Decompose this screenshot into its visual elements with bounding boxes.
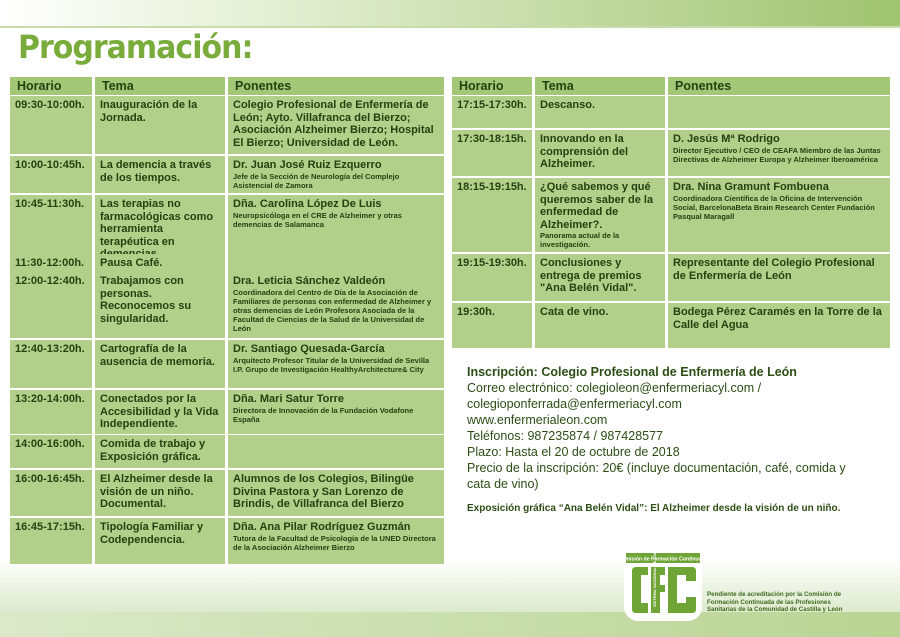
speaker-role: Coordinadora Científica de la Oficina de Intervención Social, BarcelonaBeta Brain Research Center Fundación Pasqual Maragall (673, 193, 875, 221)
time-cell: 12:40-13:20h. (10, 340, 92, 388)
table-row (10, 518, 447, 564)
table-row (452, 130, 890, 176)
speaker-cell (668, 254, 890, 301)
bottom-decorative-band (0, 612, 900, 637)
table-row (10, 390, 447, 433)
speaker-role: Tutora de la Facultad de Psicología de la UNED Directora de la Asociación Alzheimer Bierzo (233, 533, 436, 552)
cfc-logo-graphic (618, 545, 708, 623)
table-row (10, 195, 447, 252)
time-cell: 11:30-12:00h. (10, 254, 92, 273)
accreditation-caption: Pendiente de acreditación por la Comisión de Formación Continuada de las Profesiones Sanitarias de la Comunidad de Castilla y León (707, 591, 843, 613)
speaker-cell (228, 254, 444, 273)
speaker-cell (228, 272, 444, 338)
time-cell: 14:00-16:00h. (10, 435, 92, 468)
speaker-cell (668, 130, 890, 176)
topic-cell: Comida de trabajo y Exposición gráfica. (95, 435, 225, 468)
cfc-logo (618, 545, 708, 623)
topic-cell: Trabajamos con personas. Reconocemos su singularidad. (95, 272, 225, 338)
page-title: Programación: (18, 28, 253, 67)
website: www.enfermerialeon.com (467, 413, 608, 427)
top-decorative-band (0, 0, 900, 26)
speaker-name: Bodega Pérez Caramés en la Torre de la Calle del Agua (673, 306, 882, 331)
topic-cell: Conclusiones y entrega de premios "Ana Belén Vidal". (535, 254, 665, 301)
header-speakers: Ponentes (668, 77, 890, 95)
table-row (10, 156, 447, 193)
time-cell: 09:30-10:00h. (10, 96, 92, 154)
speaker-cell (228, 435, 444, 468)
speaker-role: Coordinadora del Centro de Día de la Asociación de Familiares de personas con enfermedad de Alzheimer y otras demencias de León Profesora Asociada de la Facultad de Ciencias de la Salud de la Universidad de León (233, 287, 432, 333)
time-cell: 12:00-12:40h. (10, 272, 92, 338)
time-cell: 10:45-11:30h. (10, 195, 92, 264)
time-cell: 19:30h. (452, 303, 532, 348)
speaker-cell (228, 340, 444, 388)
time-cell: 16:45-17:15h. (10, 518, 92, 564)
inscription-heading: Inscripción: Colegio Profesional de Enfermería de León (467, 365, 797, 379)
table-row (10, 470, 447, 516)
speaker-cell (228, 156, 444, 193)
speaker-name: Representante del Colegio Profesional de Enfermería de León (673, 257, 875, 282)
topic-cell: Cata de vino. (535, 303, 665, 348)
time-cell: 10:00-10:45h. (10, 156, 92, 193)
schedule-table-left (10, 77, 447, 564)
topic-cell: Descanso. (535, 96, 665, 128)
header-topic: Tema (535, 77, 665, 95)
deadline: Plazo: Hasta el 20 de octubre de 2018 (467, 445, 680, 459)
speaker-role: Directora de Innovación de la Fundación Vodafone España (233, 405, 414, 424)
header-time: Horario (452, 77, 532, 95)
speaker-name: Colegio Profesional de Enfermería de León; Ayto. Villafranca del Bierzo; Asociación Alzheimer Bierzo; Hospital El Bierzo; Universidad de León. (233, 99, 434, 149)
topic-cell: Tipología Familiar y Codependencia. (95, 518, 225, 564)
speaker-cell (228, 518, 444, 564)
speaker-role: Neuropsicóloga en el CRE de Alzheimer y otras demencias de Salamanca (233, 210, 402, 229)
logo-ring-text: Comisión de Formación Continuada (618, 556, 708, 563)
speaker-name: Dr. Santiago Quesada-García (233, 343, 385, 355)
exhibition-note: Exposición gráfica “Ana Belén Vidal”: El Alzheimer desde la visión de un niño. (467, 503, 841, 514)
speaker-name: Dña. Ana Pilar Rodríguez Guzmán (233, 521, 411, 533)
price: cata de vino) (467, 477, 539, 491)
speaker-cell (668, 96, 890, 128)
speaker-cell (668, 178, 890, 252)
topic-cell: La demencia a través de los tiempos. (95, 156, 225, 193)
topic-cell: Innovando en la comprensión del Alzheimer. (535, 130, 665, 176)
email-line: Correo electrónico: colegioleon@enfermeriacyl.com / (467, 381, 762, 395)
topic-cell: El Alzheimer desde la visión de un niño. Documental. (95, 470, 225, 516)
speaker-cell (228, 96, 444, 154)
speaker-name: Dña. Mari Satur Torre (233, 393, 345, 405)
registration-info (467, 364, 887, 515)
speaker-name: D. Jesús Mª Rodrigo (673, 133, 780, 145)
speaker-name: Alumnos de los Colegios, Bilingüe Divina Pastora y San Lorenzo de Brindis, de Villafranca del Bierzo (233, 473, 414, 510)
table-row (452, 96, 890, 128)
table-row (452, 178, 890, 252)
topic-cell: Las terapias no farmacológicas como herramienta terapéutica en (95, 195, 225, 264)
speaker-role: Arquitecto Profesor Titular de la Universidad de Sevilla I.P. Grupo de Investigación HealthyArchitecture& City (233, 355, 430, 374)
table-row (10, 254, 447, 270)
table-row (452, 303, 890, 348)
topic-text: ¿Qué sabemos y qué queremos saber de la enfermedad de Alzheimer?. (540, 181, 654, 231)
time-cell: 17:30-18:15h. (452, 130, 532, 176)
schedule-table-right (452, 77, 890, 348)
topic-cell: Conectados por la Accesibilidad y la Vida Independiente. (95, 390, 225, 434)
time-cell: 13:20-14:00h. (10, 390, 92, 434)
time-cell: 17:15-17:30h. (452, 96, 532, 128)
table-row (10, 96, 447, 154)
time-cell: 16:00-16:45h. (10, 470, 92, 516)
speaker-cell (668, 303, 890, 348)
table-row (452, 254, 890, 301)
table-row (10, 340, 447, 388)
email-line: colegioponferrada@enfermeriacyl.com (467, 397, 682, 411)
table-header-row (452, 77, 890, 94)
topic-cell (535, 178, 665, 252)
speaker-name: Dra. Nina Gramunt Fombuena (673, 181, 829, 193)
topic-cell: Cartografía de la ausencia de memoria. (95, 340, 225, 388)
topic-subnote: Panorama actual de la investigación. (540, 231, 620, 249)
header-speakers: Ponentes (228, 77, 444, 95)
speaker-name: Dña. Carolina López De Luis (233, 198, 382, 210)
topic-cell: Pausa Café. (95, 254, 225, 273)
speaker-name: Dra. Leticia Sánchez Valdeón (233, 275, 386, 287)
logo-vertical-text: SISTEMA NACIONAL DE SALUD (652, 545, 657, 607)
time-cell: 18:15-19:15h. (452, 178, 532, 252)
table-row (10, 272, 447, 338)
speaker-role: Director Ejecutivo / CEO de CEAFA Miembro de las Juntas Directivas de Alzheimer Europa y Alzheimer Iberoamérica (673, 145, 881, 164)
table-header-row (10, 77, 447, 94)
header-time: Horario (10, 77, 92, 95)
topic-cell: Inauguración de la Jornada. (95, 96, 225, 154)
time-cell: 19:15-19:30h. (452, 254, 532, 301)
table-row (10, 435, 447, 468)
speaker-cell (228, 470, 444, 516)
header-topic: Tema (95, 77, 225, 95)
phones: Teléfonos: 987235874 / 987428577 (467, 429, 664, 443)
speaker-cell (228, 390, 444, 434)
price: Precio de la inscripción: 20€ (incluye documentación, café, comida y (467, 461, 846, 475)
speaker-name: Dr. Juan José Ruiz Ezquerro (233, 159, 382, 171)
speaker-role: Jefe de la Sección de Neurología del Complejo Asistencial de Zamora (233, 171, 400, 190)
